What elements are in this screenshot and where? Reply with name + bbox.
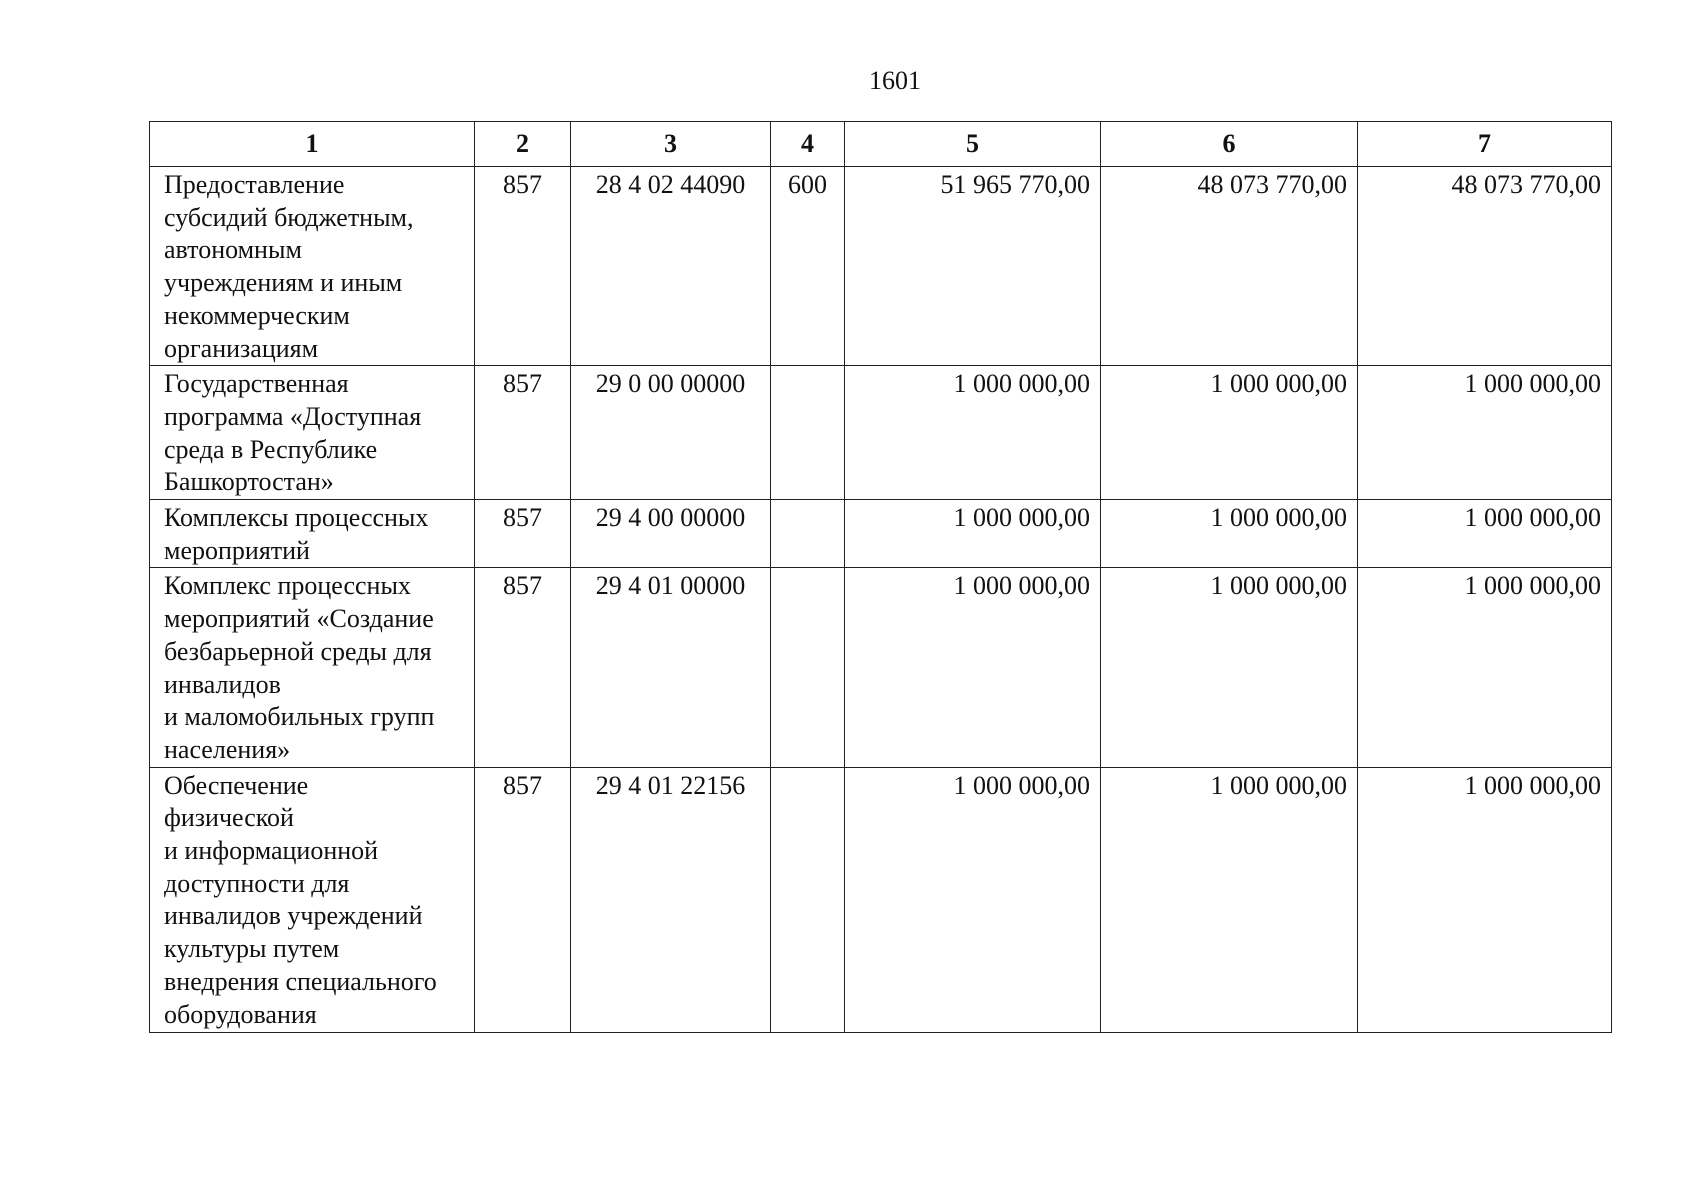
row-amount-5: 1 000 000,00 <box>845 568 1101 767</box>
row-code-4 <box>771 366 845 500</box>
row-amount-6: 1 000 000,00 <box>1101 568 1358 767</box>
row-code-4 <box>771 500 845 568</box>
column-header: 4 <box>771 122 845 167</box>
row-amount-7: 1 000 000,00 <box>1358 568 1612 767</box>
row-amount-7: 48 073 770,00 <box>1358 167 1612 366</box>
row-amount-6: 48 073 770,00 <box>1101 167 1358 366</box>
row-amount-5: 51 965 770,00 <box>845 167 1101 366</box>
row-code-2: 857 <box>475 500 571 568</box>
table-row <box>150 366 1612 500</box>
row-name: Комплексы процессных мероприятий <box>150 500 475 568</box>
row-code-4 <box>771 568 845 767</box>
column-header: 2 <box>475 122 571 167</box>
row-code-2: 857 <box>475 767 571 1032</box>
column-header: 6 <box>1101 122 1358 167</box>
row-amount-6: 1 000 000,00 <box>1101 500 1358 568</box>
table-row <box>150 167 1612 366</box>
table-row <box>150 767 1612 1032</box>
row-amount-5: 1 000 000,00 <box>845 500 1101 568</box>
row-amount-7: 1 000 000,00 <box>1358 500 1612 568</box>
row-name: Предоставление субсидий бюджетным, автономным учреждениям и иным некоммерческим организациям <box>150 167 475 366</box>
column-header: 3 <box>571 122 771 167</box>
row-amount-6: 1 000 000,00 <box>1101 366 1358 500</box>
row-code-2: 857 <box>475 167 571 366</box>
row-code-2: 857 <box>475 366 571 500</box>
row-amount-7: 1 000 000,00 <box>1358 767 1612 1032</box>
table-row <box>150 500 1612 568</box>
row-code-4 <box>771 767 845 1032</box>
row-code-2: 857 <box>475 568 571 767</box>
row-amount-5: 1 000 000,00 <box>845 767 1101 1032</box>
row-name: Комплекс процессных мероприятий «Создание безбарьерной среды для инвалидов и маломобильных групп населения» <box>150 568 475 767</box>
column-header: 1 <box>150 122 475 167</box>
row-code-3: 29 4 00 00000 <box>571 500 771 568</box>
header-row <box>150 122 1612 167</box>
row-code-3: 29 0 00 00000 <box>571 366 771 500</box>
row-code-3: 28 4 02 44090 <box>571 167 771 366</box>
table-row <box>150 568 1612 767</box>
column-header: 5 <box>845 122 1101 167</box>
row-amount-7: 1 000 000,00 <box>1358 366 1612 500</box>
row-amount-5: 1 000 000,00 <box>845 366 1101 500</box>
row-name: Обеспечение физической и информационной доступности для инвалидов учреждений культуры путем внедрения специального оборудования <box>150 767 475 1032</box>
row-amount-6: 1 000 000,00 <box>1101 767 1358 1032</box>
page-number: 1601 <box>869 66 921 95</box>
budget-table <box>149 121 1612 1033</box>
row-name: Государственная программа «Доступная среда в Республике Башкортостан» <box>150 366 475 500</box>
row-code-4: 600 <box>771 167 845 366</box>
row-code-3: 29 4 01 22156 <box>571 767 771 1032</box>
column-header: 7 <box>1358 122 1612 167</box>
row-code-3: 29 4 01 00000 <box>571 568 771 767</box>
